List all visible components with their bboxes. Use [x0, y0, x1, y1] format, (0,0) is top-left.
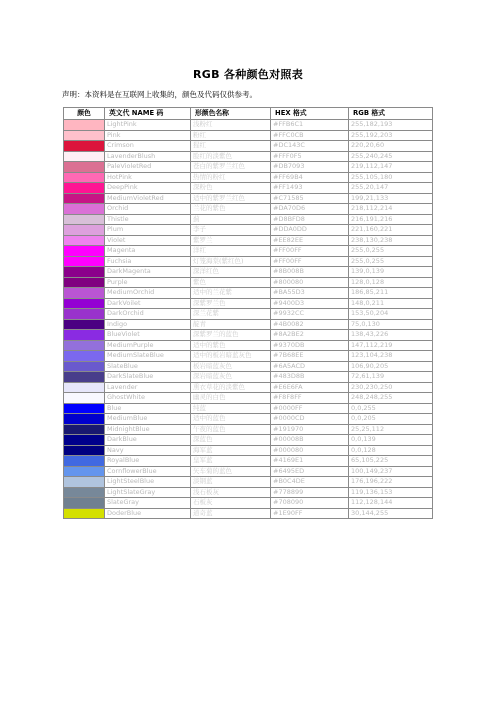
hex-cell: #8B008B [271, 267, 349, 278]
english-name-cell: Crimson [105, 141, 191, 152]
color-swatch [64, 225, 105, 236]
english-name-cell: LavenderBlush [105, 151, 191, 162]
hex-cell: #BA55D3 [271, 288, 349, 299]
color-table [63, 107, 433, 519]
table-row [64, 193, 433, 204]
hex-cell: #0000CD [271, 414, 349, 425]
chinese-name-cell: 深蓝色 [191, 435, 271, 446]
chinese-name-cell: 粉红 [191, 130, 271, 141]
color-swatch [64, 204, 105, 215]
rgb-cell: 255,20,147 [349, 183, 433, 194]
hex-cell: #FF00FF [271, 246, 349, 257]
rgb-cell: 138,43,226 [349, 330, 433, 341]
english-name-cell: Magenta [105, 246, 191, 257]
color-swatch [64, 130, 105, 141]
hex-cell: #FFF0F5 [271, 151, 349, 162]
table-row [64, 372, 433, 383]
rgb-cell: 65,105,225 [349, 456, 433, 467]
color-swatch [64, 424, 105, 435]
rgb-cell: 248,248,255 [349, 393, 433, 404]
table-row [64, 183, 433, 194]
rgb-cell: 128,0,128 [349, 277, 433, 288]
hex-cell: #7B68EE [271, 351, 349, 362]
rgb-cell: 0,0,139 [349, 435, 433, 446]
hex-cell: #9932CC [271, 309, 349, 320]
chinese-name-cell: 海军蓝 [191, 445, 271, 456]
hex-cell: #1E90FF [271, 508, 349, 519]
rgb-cell: 153,50,204 [349, 309, 433, 320]
table-row [64, 466, 433, 477]
hex-cell: #9370DB [271, 340, 349, 351]
table-row [64, 162, 433, 173]
color-swatch [64, 361, 105, 372]
color-swatch [64, 183, 105, 194]
table-row [64, 393, 433, 404]
chinese-name-cell: 深岩暗蓝灰色 [191, 372, 271, 383]
hex-cell: #EE82EE [271, 235, 349, 246]
hex-cell: #FF69B4 [271, 172, 349, 183]
table-header-row [64, 108, 433, 120]
rgb-cell: 255,0,255 [349, 246, 433, 257]
rgb-cell: 119,136,153 [349, 487, 433, 498]
english-name-cell: LightSlateGray [105, 487, 191, 498]
header-swatch: 颜色 [64, 108, 105, 120]
hex-cell: #FF00FF [271, 256, 349, 267]
english-name-cell: Lavender [105, 382, 191, 393]
header-hex: HEX 格式 [271, 108, 349, 120]
chinese-name-cell: 板岩暗蓝灰色 [191, 361, 271, 372]
color-swatch [64, 456, 105, 467]
table-row [64, 151, 433, 162]
color-swatch [64, 435, 105, 446]
table-row [64, 498, 433, 509]
rgb-cell: 0,0,255 [349, 403, 433, 414]
english-name-cell: Plum [105, 225, 191, 236]
english-name-cell: Purple [105, 277, 191, 288]
table-row [64, 382, 433, 393]
table-row [64, 340, 433, 351]
hex-cell: #DDA0DD [271, 225, 349, 236]
english-name-cell: Thistle [105, 214, 191, 225]
color-swatch [64, 309, 105, 320]
rgb-cell: 255,240,245 [349, 151, 433, 162]
disclaimer-note: 声明：本资料是在互联网上收集的，颜色及代码仅供参考。 [62, 90, 257, 99]
hex-cell: #4B0082 [271, 319, 349, 330]
rgb-cell: 218,112,214 [349, 204, 433, 215]
hex-cell: #FFB6C1 [271, 120, 349, 131]
color-swatch [64, 393, 105, 404]
english-name-cell: SlateGray [105, 498, 191, 509]
header-chinese-name: 形颜色名称 [191, 108, 271, 120]
hex-cell: #778899 [271, 487, 349, 498]
chinese-name-cell: 热情的粉红 [191, 172, 271, 183]
color-swatch [64, 267, 105, 278]
color-swatch [64, 372, 105, 383]
rgb-cell: 238,130,238 [349, 235, 433, 246]
chinese-name-cell: 深粉色 [191, 183, 271, 194]
chinese-name-cell: 紫罗兰 [191, 235, 271, 246]
chinese-name-cell: 浅粉红 [191, 120, 271, 131]
chinese-name-cell: 深洋红色 [191, 267, 271, 278]
chinese-name-cell: 幽灵的白色 [191, 393, 271, 404]
color-swatch [64, 141, 105, 152]
rgb-cell: 75,0,130 [349, 319, 433, 330]
table-row [64, 256, 433, 267]
table-row [64, 288, 433, 299]
english-name-cell: DarkVoilet [105, 298, 191, 309]
color-swatch [64, 120, 105, 131]
color-swatch [64, 403, 105, 414]
hex-cell: #708090 [271, 498, 349, 509]
chinese-name-cell: 猩红 [191, 141, 271, 152]
color-swatch [64, 498, 105, 509]
english-name-cell: HotPink [105, 172, 191, 183]
hex-cell: #F8F8FF [271, 393, 349, 404]
chinese-name-cell: 深兰花紫 [191, 309, 271, 320]
table-row [64, 246, 433, 257]
table-row [64, 351, 433, 362]
rgb-cell: 230,230,250 [349, 382, 433, 393]
rgb-cell: 219,112,147 [349, 162, 433, 173]
rgb-cell: 72,61,139 [349, 372, 433, 383]
rgb-cell: 148,0,211 [349, 298, 433, 309]
rgb-cell: 30,144,255 [349, 508, 433, 519]
english-name-cell: RoyalBlue [105, 456, 191, 467]
table-row [64, 424, 433, 435]
rgb-cell: 112,128,144 [349, 498, 433, 509]
chinese-name-cell: 淡钢蓝 [191, 477, 271, 488]
color-swatch [64, 330, 105, 341]
english-name-cell: MediumOrchid [105, 288, 191, 299]
chinese-name-cell: 灯笼海棠(紫红色) [191, 256, 271, 267]
english-name-cell: Navy [105, 445, 191, 456]
english-name-cell: Blue [105, 403, 191, 414]
english-name-cell: CornflowerBlue [105, 466, 191, 477]
table-row [64, 141, 433, 152]
chinese-name-cell: 浅石板灰 [191, 487, 271, 498]
chinese-name-cell: 脸红的淡紫色 [191, 151, 271, 162]
hex-cell: #E6E6FA [271, 382, 349, 393]
english-name-cell: DoderBlue [105, 508, 191, 519]
english-name-cell: SlateBlue [105, 361, 191, 372]
table-row [64, 120, 433, 131]
table-row [64, 298, 433, 309]
table-row [64, 267, 433, 278]
english-name-cell: MediumVioletRed [105, 193, 191, 204]
chinese-name-cell: 纯蓝 [191, 403, 271, 414]
rgb-cell: 186,85,211 [349, 288, 433, 299]
color-swatch [64, 340, 105, 351]
table-row [64, 414, 433, 425]
chinese-name-cell: 蓟 [191, 214, 271, 225]
color-swatch [64, 193, 105, 204]
header-english-name: 英文代 NAME 码 [105, 108, 191, 120]
chinese-name-cell: 适中的板岩暗蓝灰色 [191, 351, 271, 362]
table-row [64, 508, 433, 519]
hex-cell: #191970 [271, 424, 349, 435]
header-rgb: RGB 格式 [349, 108, 433, 120]
rgb-cell: 139,0,139 [349, 267, 433, 278]
english-name-cell: Fuchsia [105, 256, 191, 267]
english-name-cell: MediumSlateBlue [105, 351, 191, 362]
table-row [64, 235, 433, 246]
table-row [64, 403, 433, 414]
rgb-cell: 0,0,128 [349, 445, 433, 456]
english-name-cell: MediumPurple [105, 340, 191, 351]
color-table-body [64, 120, 433, 519]
chinese-name-cell: 靛青 [191, 319, 271, 330]
hex-cell: #6495ED [271, 466, 349, 477]
english-name-cell: PaleVioletRed [105, 162, 191, 173]
table-row [64, 456, 433, 467]
color-swatch [64, 298, 105, 309]
chinese-name-cell: 苍白的紫罗兰红色 [191, 162, 271, 173]
color-swatch [64, 414, 105, 425]
rgb-cell: 199,21,133 [349, 193, 433, 204]
table-row [64, 445, 433, 456]
color-swatch [64, 382, 105, 393]
table-row [64, 130, 433, 141]
hex-cell: #FF1493 [271, 183, 349, 194]
english-name-cell: Violet [105, 235, 191, 246]
rgb-cell: 100,149,237 [349, 466, 433, 477]
rgb-cell: 0,0,205 [349, 414, 433, 425]
english-name-cell: BlueViolet [105, 330, 191, 341]
color-swatch [64, 214, 105, 225]
table-row [64, 277, 433, 288]
color-swatch [64, 477, 105, 488]
chinese-name-cell: 紫色 [191, 277, 271, 288]
chinese-name-cell: 深紫罗兰色 [191, 298, 271, 309]
color-swatch [64, 162, 105, 173]
color-swatch [64, 256, 105, 267]
hex-cell: #9400D3 [271, 298, 349, 309]
english-name-cell: MidnightBlue [105, 424, 191, 435]
color-swatch [64, 151, 105, 162]
rgb-cell: 123,104,238 [349, 351, 433, 362]
rgb-cell: 176,196,222 [349, 477, 433, 488]
english-name-cell: MediumBlue [105, 414, 191, 425]
table-row [64, 361, 433, 372]
chinese-name-cell: 矢车菊的蓝色 [191, 466, 271, 477]
chinese-name-cell: 午夜的蓝色 [191, 424, 271, 435]
hex-cell: #D8BFD8 [271, 214, 349, 225]
table-row [64, 477, 433, 488]
english-name-cell: DeepPink [105, 183, 191, 194]
rgb-cell: 255,105,180 [349, 172, 433, 183]
english-name-cell: DarkSlateBlue [105, 372, 191, 383]
english-name-cell: Orchid [105, 204, 191, 215]
color-swatch [64, 235, 105, 246]
page-title: RGB 各种颜色对照表 [192, 68, 303, 81]
chinese-name-cell: 皇军蓝 [191, 456, 271, 467]
table-row [64, 204, 433, 215]
hex-cell: #4169E1 [271, 456, 349, 467]
hex-cell: #DA70D6 [271, 204, 349, 215]
table-row [64, 330, 433, 341]
rgb-cell: 147,112,219 [349, 340, 433, 351]
rgb-cell: 255,182,193 [349, 120, 433, 131]
english-name-cell: LightPink [105, 120, 191, 131]
table-row [64, 214, 433, 225]
color-swatch [64, 288, 105, 299]
rgb-cell: 255,0,255 [349, 256, 433, 267]
english-name-cell: DarkMagenta [105, 267, 191, 278]
color-swatch [64, 445, 105, 456]
color-swatch [64, 508, 105, 519]
chinese-name-cell: 道奇蓝 [191, 508, 271, 519]
hex-cell: #00008B [271, 435, 349, 446]
english-name-cell: Pink [105, 130, 191, 141]
chinese-name-cell: 熏衣草花的淡紫色 [191, 382, 271, 393]
color-swatch [64, 319, 105, 330]
chinese-name-cell: 适中的紫色 [191, 340, 271, 351]
chinese-name-cell: 兰花的紫色 [191, 204, 271, 215]
rgb-cell: 25,25,112 [349, 424, 433, 435]
color-swatch [64, 246, 105, 257]
table-row [64, 309, 433, 320]
hex-cell: #800080 [271, 277, 349, 288]
rgb-cell: 221,160,221 [349, 225, 433, 236]
hex-cell: #DB7093 [271, 162, 349, 173]
color-swatch [64, 172, 105, 183]
chinese-name-cell: 适中的紫罗兰红色 [191, 193, 271, 204]
hex-cell: #000080 [271, 445, 349, 456]
hex-cell: #C71585 [271, 193, 349, 204]
table-row [64, 172, 433, 183]
hex-cell: #483D8B [271, 372, 349, 383]
color-swatch [64, 466, 105, 477]
rgb-cell: 216,191,216 [349, 214, 433, 225]
rgb-cell: 255,192,203 [349, 130, 433, 141]
hex-cell: #B0C4DE [271, 477, 349, 488]
english-name-cell: Indigo [105, 319, 191, 330]
table-row [64, 225, 433, 236]
table-row [64, 435, 433, 446]
rgb-cell: 220,20,60 [349, 141, 433, 152]
table-row [64, 487, 433, 498]
color-swatch [64, 277, 105, 288]
hex-cell: #DC143C [271, 141, 349, 152]
chinese-name-cell: 洋红 [191, 246, 271, 257]
english-name-cell: DarkOrchid [105, 309, 191, 320]
chinese-name-cell: 李子 [191, 225, 271, 236]
english-name-cell: GhostWhite [105, 393, 191, 404]
chinese-name-cell: 适中的蓝色 [191, 414, 271, 425]
hex-cell: #6A5ACD [271, 361, 349, 372]
hex-cell: #0000FF [271, 403, 349, 414]
color-swatch [64, 487, 105, 498]
chinese-name-cell: 石板灰 [191, 498, 271, 509]
table-row [64, 319, 433, 330]
rgb-cell: 106,90,205 [349, 361, 433, 372]
english-name-cell: DarkBlue [105, 435, 191, 446]
chinese-name-cell: 适中的兰花紫 [191, 288, 271, 299]
chinese-name-cell: 深紫罗兰的蓝色 [191, 330, 271, 341]
color-swatch [64, 351, 105, 362]
hex-cell: #FFC0CB [271, 130, 349, 141]
english-name-cell: LightSteelBlue [105, 477, 191, 488]
hex-cell: #8A2BE2 [271, 330, 349, 341]
